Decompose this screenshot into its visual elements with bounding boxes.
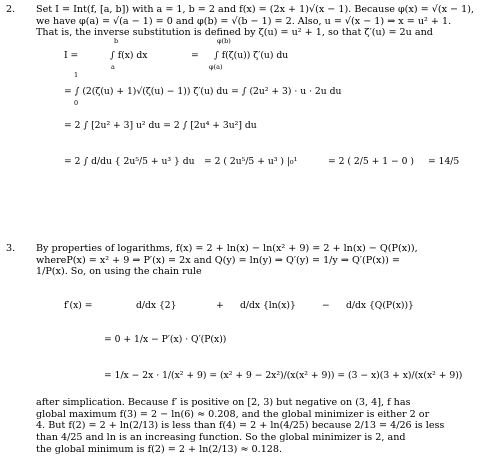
chain-rule-derivation [36, 292, 482, 390]
fprime-term-1: d/dx {2} [136, 300, 177, 311]
eq1-integral-2: ∫ f(ζ(u)) ζ′(u) du [214, 50, 289, 61]
eq4-right: = 2 ( 2/5 + 1 − 0 ) [328, 156, 414, 167]
eq4-middle: = 2 ( 2u⁵/5 + u³ ) |₀¹ [204, 156, 298, 167]
eq1-upper-limit-2: φ(b) [217, 37, 231, 45]
eq1-upper-limit: b [114, 37, 119, 45]
eq3-content: = 2 ∫ [2u² + 3] u² du = 2 ∫ [2u⁴ + 3u²] du [64, 120, 257, 131]
eq1-lower-limit: a [111, 63, 115, 71]
problem-2-number: 2. [6, 4, 16, 15]
problem-3-line-2: whereP(x) = x² + 9 ⇒ P′(x) = 2x and Q(y) = ln(y) ⇒ Q′(y) = 1/y ⇒ Q′(P(x)) = [36, 254, 400, 266]
fprime-row-1 [36, 292, 482, 320]
eq2-lower-limit: 0 [74, 99, 79, 107]
fprime-plus: + [216, 300, 224, 311]
conclusion-line-4: than 4/25 and ln is an increasing function. So the global minimizer is 2, and [36, 432, 406, 444]
equation-row-1 [36, 37, 482, 71]
eq4-left: = 2 ∫ d/du { 2u⁵/5 + u³ } du [64, 156, 195, 167]
fprime-term-3: d/dx {Q(P(x))} [346, 300, 414, 311]
equation-row-4 [36, 148, 482, 176]
problem-2-line-2: we have φ(a) = √(a − 1) = 0 and φ(b) = √(b − 1) = 2. Also, u = √(x − 1) ⇒ x = u² + 1. [36, 15, 452, 27]
equation-row-2 [36, 71, 482, 107]
eq1-lower-limit-2: φ(a) [209, 63, 223, 71]
eq1-integral-1: ∫ f(x) dx [110, 50, 148, 61]
fprime-row-2-content: = 0 + 1/x − P′(x) · Q′(P(x)) [104, 334, 227, 345]
problem-2-derivation [36, 37, 482, 176]
problem-2-line-1: Set I = Int(f, [a, b]) with a = 1, b = 2 and f(x) = (2x + 1)√(x − 1). Because φ(x) = √(x − 1), [36, 4, 475, 15]
problem-3-line-1: By properties of logarithms, f(x) = 2 + ln(x) − ln(x² + 9) = 2 + ln(x) − Q(P(x)), [36, 243, 418, 254]
problem-3-number: 3. [6, 243, 16, 254]
fprime-lhs: f′(x) = [64, 300, 93, 311]
problem-3-intro [36, 243, 482, 278]
fprime-row-2 [36, 326, 482, 354]
conclusion-line-2: global maximum f(3) = 2 − ln(6) ≈ 0.208, and the global minimizer is either 2 or [36, 408, 430, 420]
fprime-minus: − [322, 300, 330, 311]
conclusion-line-3: 4. But f(2) = 2 + ln(2/13) is less than f(4) = 2 + ln(4/25) because 2/13 = 4/26 is less [36, 420, 445, 432]
problem-2-intro [36, 4, 482, 39]
eq2-content: = ∫ (2(ζ(u) + 1)√(ζ(u) − 1)) ζ′(u) du = ∫ (2u² + 3) · u · 2u du [64, 86, 342, 97]
equation-row-3 [36, 112, 482, 140]
eq4-result: = 14/5 [428, 156, 460, 167]
eq2-upper-limit: 1 [74, 71, 79, 79]
fprime-row-3 [36, 362, 482, 390]
eq1-equals: = [191, 50, 199, 61]
eq1-lhs: I = [64, 50, 79, 61]
fprime-term-2: d/dx {ln(x)} [240, 300, 296, 311]
problem-2-line-3: That is, the inverse substitution is defined by ζ(u) = u² + 1, so that ζ′(u) = 2u and [36, 27, 433, 39]
conclusion-line-1: after simplication. Because f′ is positive on [2, 3) but negative on (3, 4], f has [36, 397, 411, 408]
fprime-row-3-content: = 1/x − 2x · 1/(x² + 9) = (x² + 9 − 2x²)/(x(x² + 9)) = (3 − x)(3 + x)/(x(x² + 9)) [104, 370, 463, 381]
problem-3-conclusion [36, 397, 482, 456]
conclusion-line-5: the global minimum is f(2) = 2 + ln(2/13) ≈ 0.128. [36, 443, 283, 455]
problem-3-line-3: 1/P(x). So, on using the chain rule [36, 266, 202, 278]
